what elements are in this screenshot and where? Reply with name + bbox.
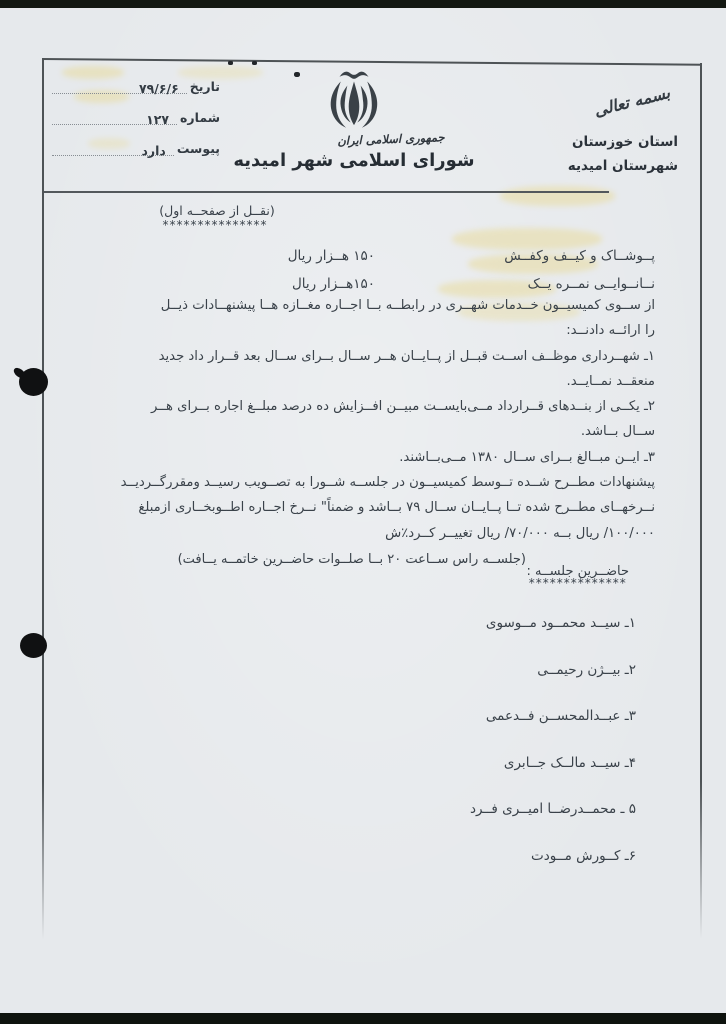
body-line: نــرخهــای مطــرح شده تــا پــایــان ســال ۷۹ بــاشد و ضمناً" نــرخ اجــاره اطــوبخــاری ازمبلغ — [138, 500, 655, 516]
county-name: شهرستان امیدیه — [567, 158, 678, 174]
ink-speck — [252, 61, 257, 65]
scan-edge-top — [0, 0, 726, 8]
attendee-item: ۵ ـ محمــدرضــا امیــری فــرد — [470, 801, 636, 817]
attendee-item: ۶ـ کــورش مــودت — [531, 847, 636, 864]
number-field — [52, 105, 222, 125]
basmala-calligraphy: بسمه تعالی — [592, 82, 672, 121]
attendee-item: ۲ـ بیــژن رحیمــی — [537, 661, 636, 678]
tariff-item: پــوشــاک و کیــف وکفــش — [504, 248, 655, 264]
body-line: منعقــد نمــایــد. — [566, 373, 655, 389]
date-label: تاریخ — [189, 79, 220, 94]
ink-speck — [228, 61, 233, 65]
body-line: پیشنهادات مطــرح شــده تــوسط کمیسیــون در جلســه شــورا به تصــویب رسیــد ومقررگــردیــد — [120, 475, 655, 491]
number-value: ۱۲۷ — [146, 112, 170, 127]
attachment-value: دارد — [141, 143, 166, 158]
attendees-list — [470, 600, 636, 879]
punch-hole — [19, 368, 48, 396]
province-name: استان خوزستان — [571, 134, 678, 150]
council-title: شورای اسلامی شهر امیدیه — [233, 150, 475, 171]
body-line: از ســوی کمیسیــون خــدمات شهــری در رابطــه بــا اجــاره مغــازه هــا پیشنهــادات ذیــل — [160, 298, 655, 313]
punch-hole — [20, 633, 47, 658]
header-separator-rule — [44, 191, 609, 193]
date-value: ۷۹/۶/۶ — [139, 81, 179, 96]
attachment-field — [52, 136, 222, 156]
attendee-item: ۳ـ عبــدالمحســن فــدعمی — [485, 708, 636, 724]
tariff-table — [288, 242, 655, 298]
body-text — [50, 293, 655, 546]
dotted-leader — [52, 140, 174, 156]
number-label: شماره — [180, 110, 220, 125]
body-line: ۱۰۰/۰۰۰/ ریال بــه ۷۰/۰۰۰/ ریال تغییــر کــرد٪ش — [385, 525, 655, 541]
session-closing-note: (جلســه راس ســاعت ۲۰ بــا صلــوات حاضــرین خاتمــه یــافت) — [177, 552, 526, 567]
attachment-label: پیوست — [176, 141, 220, 156]
body-line: ۲ـ یکــی از بنــدهای قــرارداد مــی‌بایســت مبیــن افــزایش ده درصد مبلــغ اجاره بــرای هــر — [150, 399, 655, 415]
body-line: ســال بــاشد. — [580, 424, 655, 440]
republic-script: جمهوری اسلامی ایران — [337, 130, 445, 148]
frame-top-border — [42, 58, 702, 66]
stars-divider: *************** — [162, 218, 268, 232]
continuation-note: (نقــل از صفحــه اول) — [159, 203, 275, 218]
ink-speck — [294, 72, 300, 77]
iran-emblem-icon — [321, 67, 387, 133]
province-block — [550, 130, 678, 178]
attendee-item: ۱ـ سیــد محمــود مــوسوی — [485, 615, 636, 631]
highlight-smudge — [500, 186, 615, 206]
frame-right-border — [700, 63, 702, 939]
attendees-title: حاضــرین جلســه : — [526, 564, 629, 579]
stars-divider: ************** — [528, 576, 627, 590]
tariff-price: ۱۵۰هــزار ریال — [291, 276, 375, 292]
body-line: را ارائــه دادنــد: — [566, 323, 655, 339]
dotted-leader — [52, 78, 187, 94]
date-field — [52, 74, 222, 94]
dotted-leader — [52, 109, 177, 125]
tariff-row — [288, 242, 655, 270]
scan-edge-bottom — [0, 1013, 726, 1024]
tariff-item: نــانــوایــی نمــره یــک — [527, 276, 655, 292]
letterhead-fields — [52, 74, 222, 167]
tariff-price: ۱۵۰ هــزار ریال — [287, 248, 375, 264]
attendees-heading — [526, 564, 629, 590]
body-line: ۱ـ شهــرداری موظــف اســت قبــل از پــایــان هــر ســال بــرای ســال بعد قــرار داد جدید — [158, 348, 655, 364]
attendee-item: ۴ـ سیــد مالــک جــابری — [503, 754, 636, 771]
body-line: ۳ـ ایــن مبــالغ بــرای ســال ۱۳۸۰ مــی‌بــاشند. — [399, 449, 655, 465]
